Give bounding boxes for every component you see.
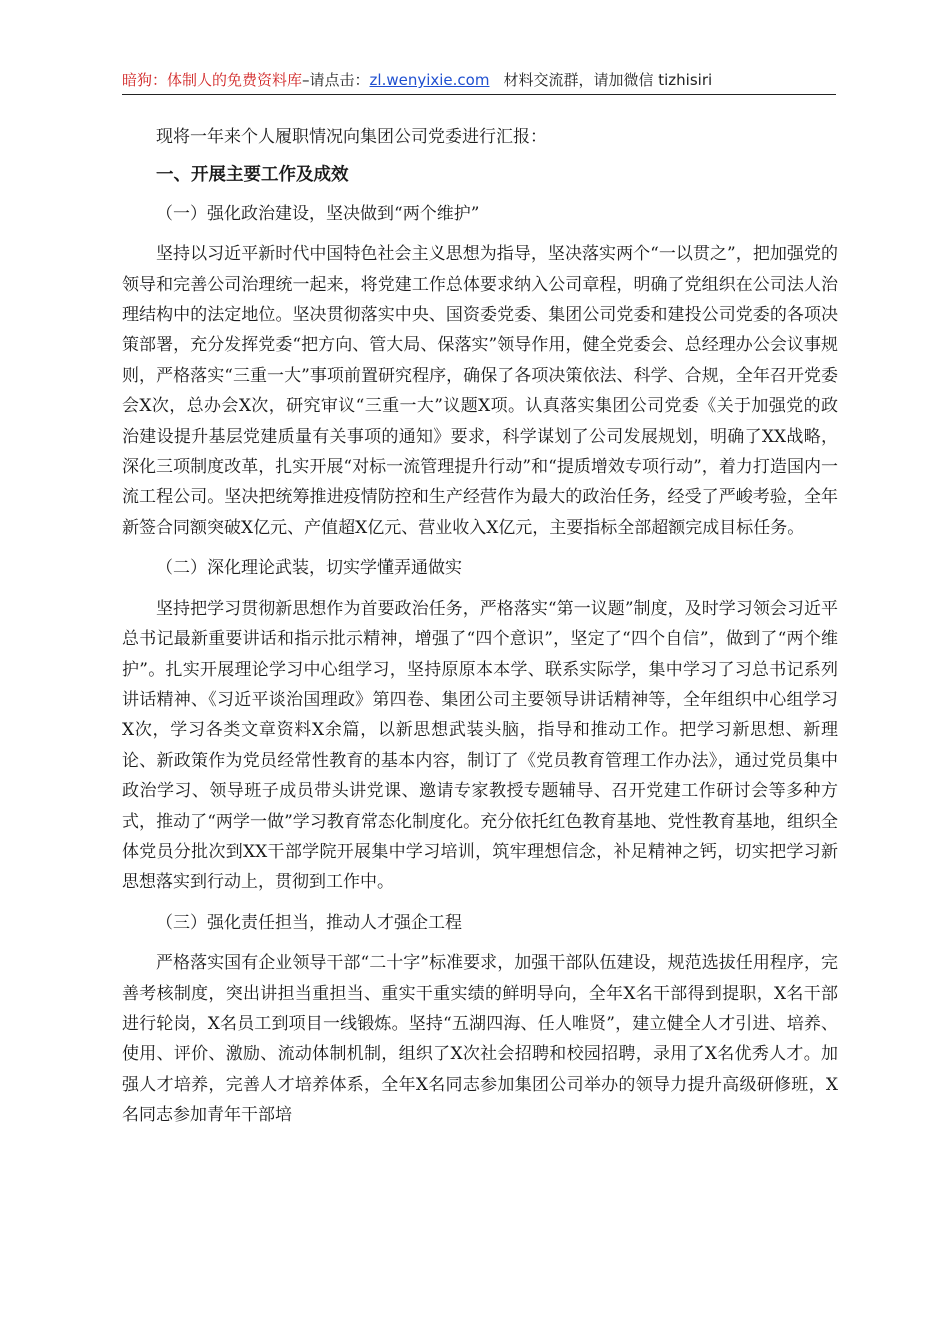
header-contact: 材料交流群，请加微信 tizhisiri <box>503 71 713 89</box>
header-link[interactable]: zl.wenyixie.com <box>369 71 490 89</box>
header-prompt: –请点击： <box>302 71 370 89</box>
subsection-body: 坚持以习近平新时代中国特色社会主义思想为指导，坚决落实两个“一以贯之”，把加强党的领导和完善公司治理统一起来，将党建工作总体要求纳入公司章程，明确了党组织在公司法人治理结构中的法定地位。坚决贯彻落实中央、国资委党委、集团公司党委和建投公司党委的各项决策部署，充分发挥党委“把方向、管大局、保落实”领导作用，健全党委会、总经理办公会议事规则，严格落实“三重一大”事项前置研究程序，确保了各项决策依法、科学、合规，全年召开党委会X次，总办会X次，研究审议“三重一大”议题X项。认真落实集团公司党委《关于加强党的政治建设提升基层党建质量有关事项的通知》要求，科学谋划了公司发展规划，明确了XX战略，深化三项制度改革，扎实开展“对标一流管理提升行动”和“提质增效专项行动”，着力打造国内一流工程公司。坚决把统筹推进疫情防控和生产经营作为最大的政治任务，经受了严峻考验，全年新签合同额突破X亿元、产值超X亿元、营业收入X亿元，主要指标全部超额完成目标任务。 <box>122 244 838 538</box>
header-brand: 暗狗：体制人的免费资料库 <box>122 71 303 89</box>
lead-paragraph: 现将一年来个人履职情况向集团公司党委进行汇报： <box>156 127 547 147</box>
subsection-title: （二）深化理论武装，切实学懂弄通做实 <box>156 558 462 579</box>
section-title: 一、开展主要工作及成效 <box>156 165 349 186</box>
subsection-body: 严格落实国有企业领导干部“二十字”标准要求，加强干部队伍建设，规范选拔任用程序，完善考核制度，突出讲担当重担当、重实干重实绩的鲜明导向，全年X名干部得到提职，X名干部进行轮岗，X名员工到项目一线锻炼。坚持“五湖四海、任人唯贤”，建立健全人才引进、培养、使用、评价、激励、流动体制机制，组织了X次社会招聘和校园招聘，录用了X名优秀人才。加强人才培养，完善人才培养体系，全年X名同志参加集团公司举办的领导力提升高级研修班，X名同志参加青年干部培 <box>122 953 838 1126</box>
subsection-title: （一）强化政治建设，坚决做到“两个维护” <box>156 203 480 224</box>
subsection-body: 坚持把学习贯彻新思想作为首要政治任务，严格落实“第一议题”制度，及时学习领会习近平总书记最新重要讲话和指示批示精神，增强了“四个意识”，坚定了“四个自信”，做到了“两个维护”。扎实开展理论学习中心组学习，坚持原原本本学、联系实际学，集中学习了习总书记系列讲话精神、《习近平谈治国理政》第四卷、集团公司主要领导讲话精神等，全年组织中心组学习X次，学习各类文章资料X余篇，以新思想武装头脑，指导和推动工作。把学习新思想、新理论、新政策作为党员经常性教育的基本内容，制订了《党员教育管理工作办法》，通过党员集中政治学习、领导班子成员带头讲党课、邀请专家教授专题辅导、召开党建工作研讨会等多种方式，推动了“两学一做”学习教育常态化制度化。充分依托红色教育基地、党性教育基地，组织全体党员分批次到XX干部学院开展集中学习培训，筑牢理想信念，补足精神之钙，切实把学习新思想落实到行动上，贯彻到工作中。 <box>122 598 838 893</box>
subsection-title: （三）强化责任担当，推动人才强企工程 <box>156 912 462 933</box>
document-body <box>122 122 838 1141</box>
page-header <box>122 66 836 95</box>
